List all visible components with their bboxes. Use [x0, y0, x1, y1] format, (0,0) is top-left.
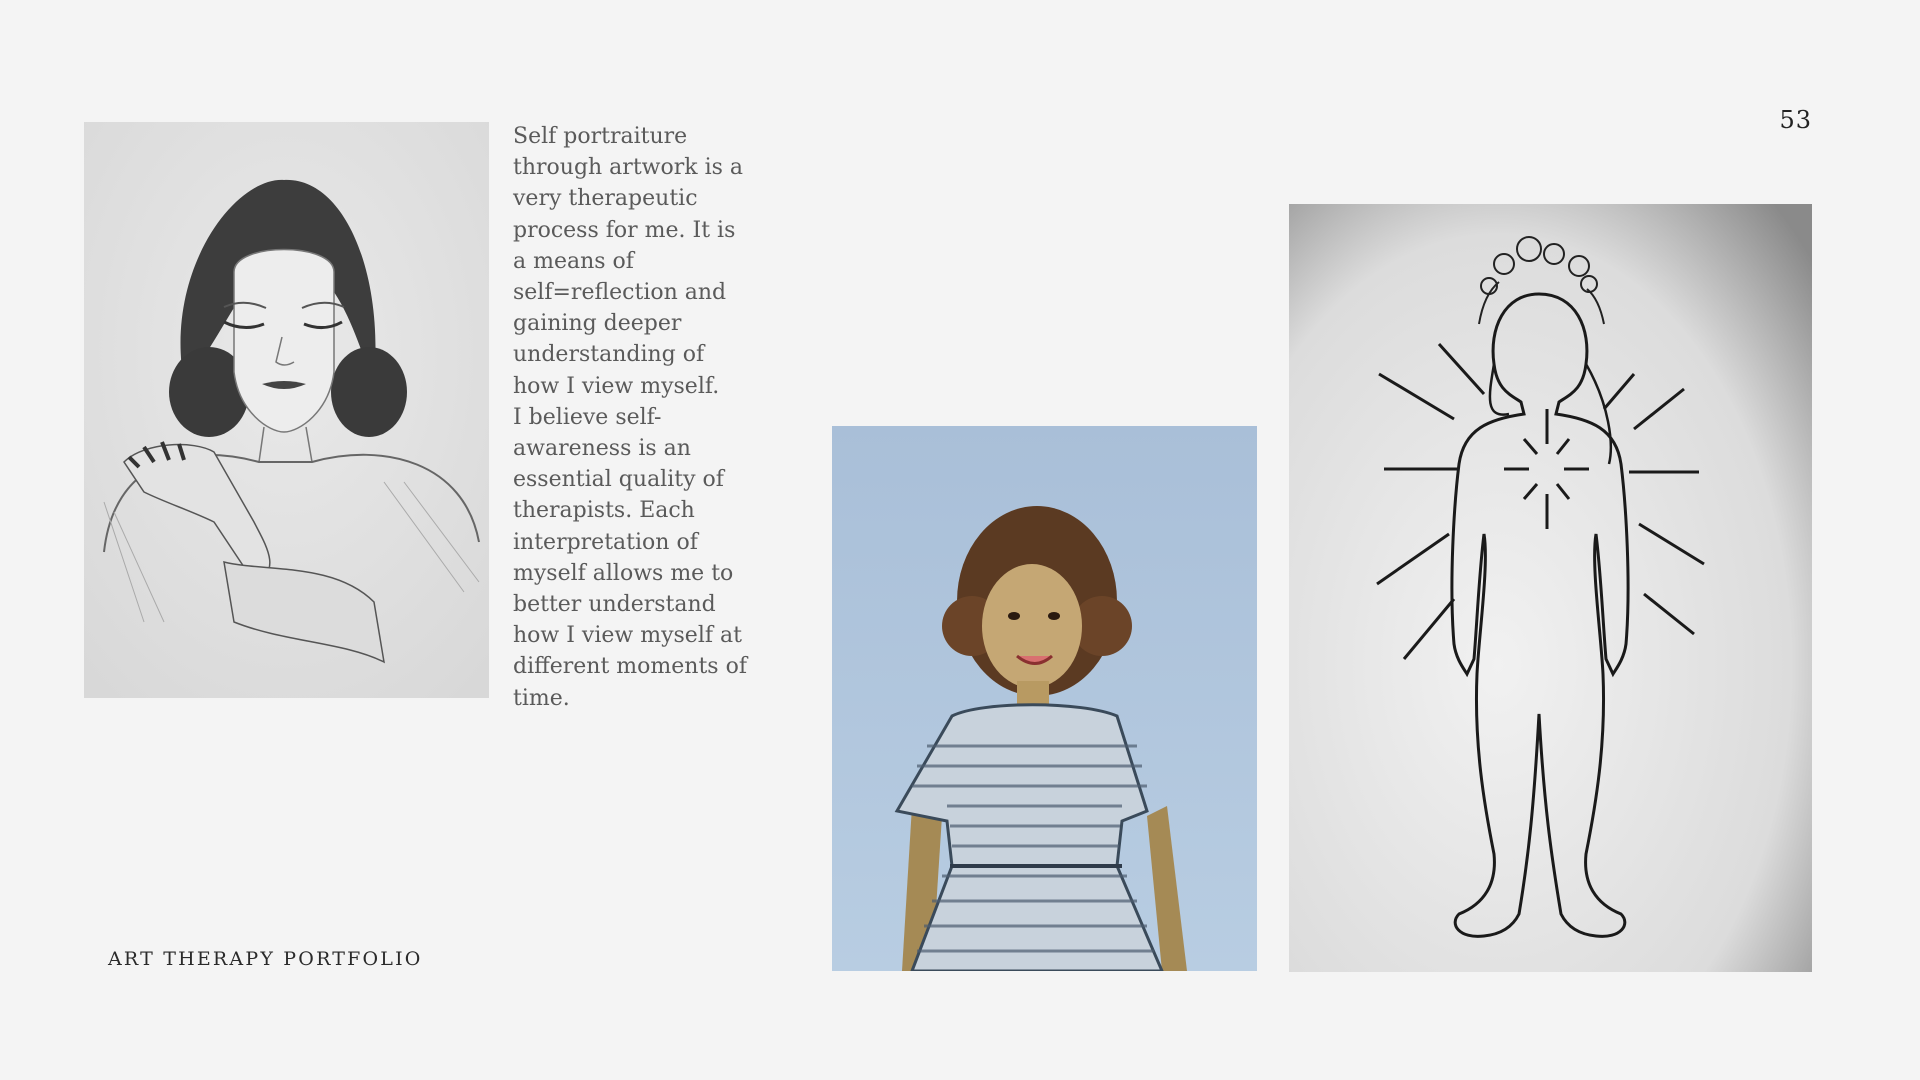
page-number: 53 — [1779, 106, 1812, 134]
line-figure-drawing-image — [1289, 204, 1812, 972]
body-text: Self portraiture through artwork is a very therapeutic process for me. It is a means of self=reflection and gaining deeper understanding of how I view myself. I believe self-awareness is an essential quality of therapists. Each interpretation of myself allows me to better understand how I view myself at different moments of time. — [513, 124, 747, 711]
colored-girl-drawing-image — [832, 426, 1257, 971]
footer-title: ART THERAPY PORTFOLIO — [108, 948, 423, 970]
pencil-self-portrait-image — [84, 122, 489, 698]
